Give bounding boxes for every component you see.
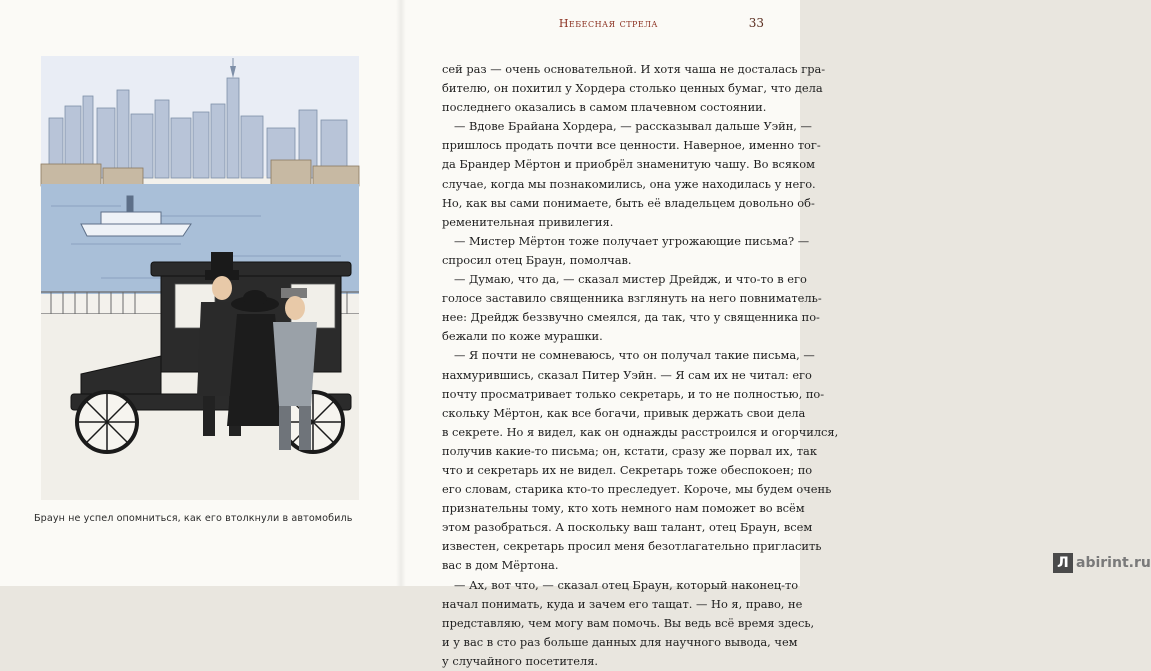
right-page <box>400 0 1151 668</box>
text-line: ременительная привилегия. <box>442 214 614 229</box>
text-line: и у вас в сто раз больше данных для научного вывода, чем <box>442 634 798 649</box>
text-line: Но, как вы сами понимаете, быть её владельцем довольно об- <box>442 195 815 210</box>
text-line: почту просматривает только секретарь, и то не полностью, по- <box>442 386 825 401</box>
body-text <box>442 60 839 671</box>
illustration <box>41 56 359 500</box>
text-line: в секрете. Но я видел, как он однажды расстроился и огорчился, <box>442 424 839 439</box>
text-line: нее: Дрейдж беззвучно смеялся, да так, что у священника по- <box>442 310 820 325</box>
text-line: бежали по коже мурашки. <box>442 329 603 344</box>
text-line: представляю, чем могу вам помочь. Вы ведь всё время здесь, <box>442 615 815 630</box>
text-line: признательны тому, кто хоть немного нам поможет во всём <box>442 501 805 516</box>
text-line: — Я почти не сомневаюсь, что он получал такие письма, — <box>454 348 815 363</box>
text-line: что и секретарь их не видел. Секретарь тоже обеспокоен; по <box>442 462 813 477</box>
illustration-caption: Браун не успел опомниться, как его втолкнули в автомобиль <box>34 513 353 524</box>
page-number: 33 <box>748 16 764 30</box>
text-line: скольку Мёртон, как все богачи, привык держать свои дела <box>442 405 806 420</box>
text-line: его словам, старика кто-то преследует. Короче, мы будем очень <box>442 482 832 497</box>
running-title: Небесная стрела <box>558 17 658 30</box>
text-line: получив какие-то письма; он, кстати, сразу же порвал их, так <box>442 443 817 458</box>
text-line: бителю, он похитил у Хордера столько ценных бумаг, что дела <box>442 81 823 96</box>
text-line: голосе заставило священника взглянуть на него повниматель- <box>442 291 822 306</box>
left-page <box>0 0 400 586</box>
text-line: — Мистер Мёртон тоже получает угрожающие письма? — <box>454 233 810 248</box>
text-line: сей раз — очень основательной. И хотя чаша не досталась гра- <box>442 62 826 76</box>
text-line: последнего оказались в самом плачевном состоянии. <box>442 100 767 115</box>
text-line: пришлось продать почти все ценности. Наверное, именно тог- <box>442 138 821 153</box>
publisher-logo-icon: Л <box>1053 553 1073 573</box>
text-line: нахмурившись, сказал Питер Уэйн. — Я сам их не читал: его <box>442 367 812 382</box>
text-line: — Ах, вот что, — сказал отец Браун, который наконец-то <box>454 577 799 592</box>
text-line: — Думаю, что да, — сказал мистер Дрейдж, и что-то в его <box>454 272 807 287</box>
text-line: спросил отец Браун, помолчав. <box>442 252 632 267</box>
text-line: да Брандер Мёртон и приобрёл знаменитую чашу. Во всяком <box>442 157 815 172</box>
illustration-svg <box>41 56 359 500</box>
text-line: случае, когда мы познакомились, она уже находилась у него. <box>442 176 816 191</box>
text-line: начал понимать, куда и зачем его тащат. — Но я, право, не <box>442 596 803 611</box>
text-line: у случайного посетителя. <box>442 653 598 668</box>
text-line: вас в дом Мёртона. <box>442 558 559 573</box>
text-line: — Вдове Брайана Хордера, — рассказывал дальше Уэйн, — <box>454 119 812 134</box>
text-line: известен, секретарь просил меня безотлагательно пригласить <box>442 539 822 554</box>
publisher-watermark: abirint.ru <box>1076 555 1151 571</box>
text-line: этом разобраться. А поскольку ваш талант, отец Браун, всем <box>442 520 813 535</box>
